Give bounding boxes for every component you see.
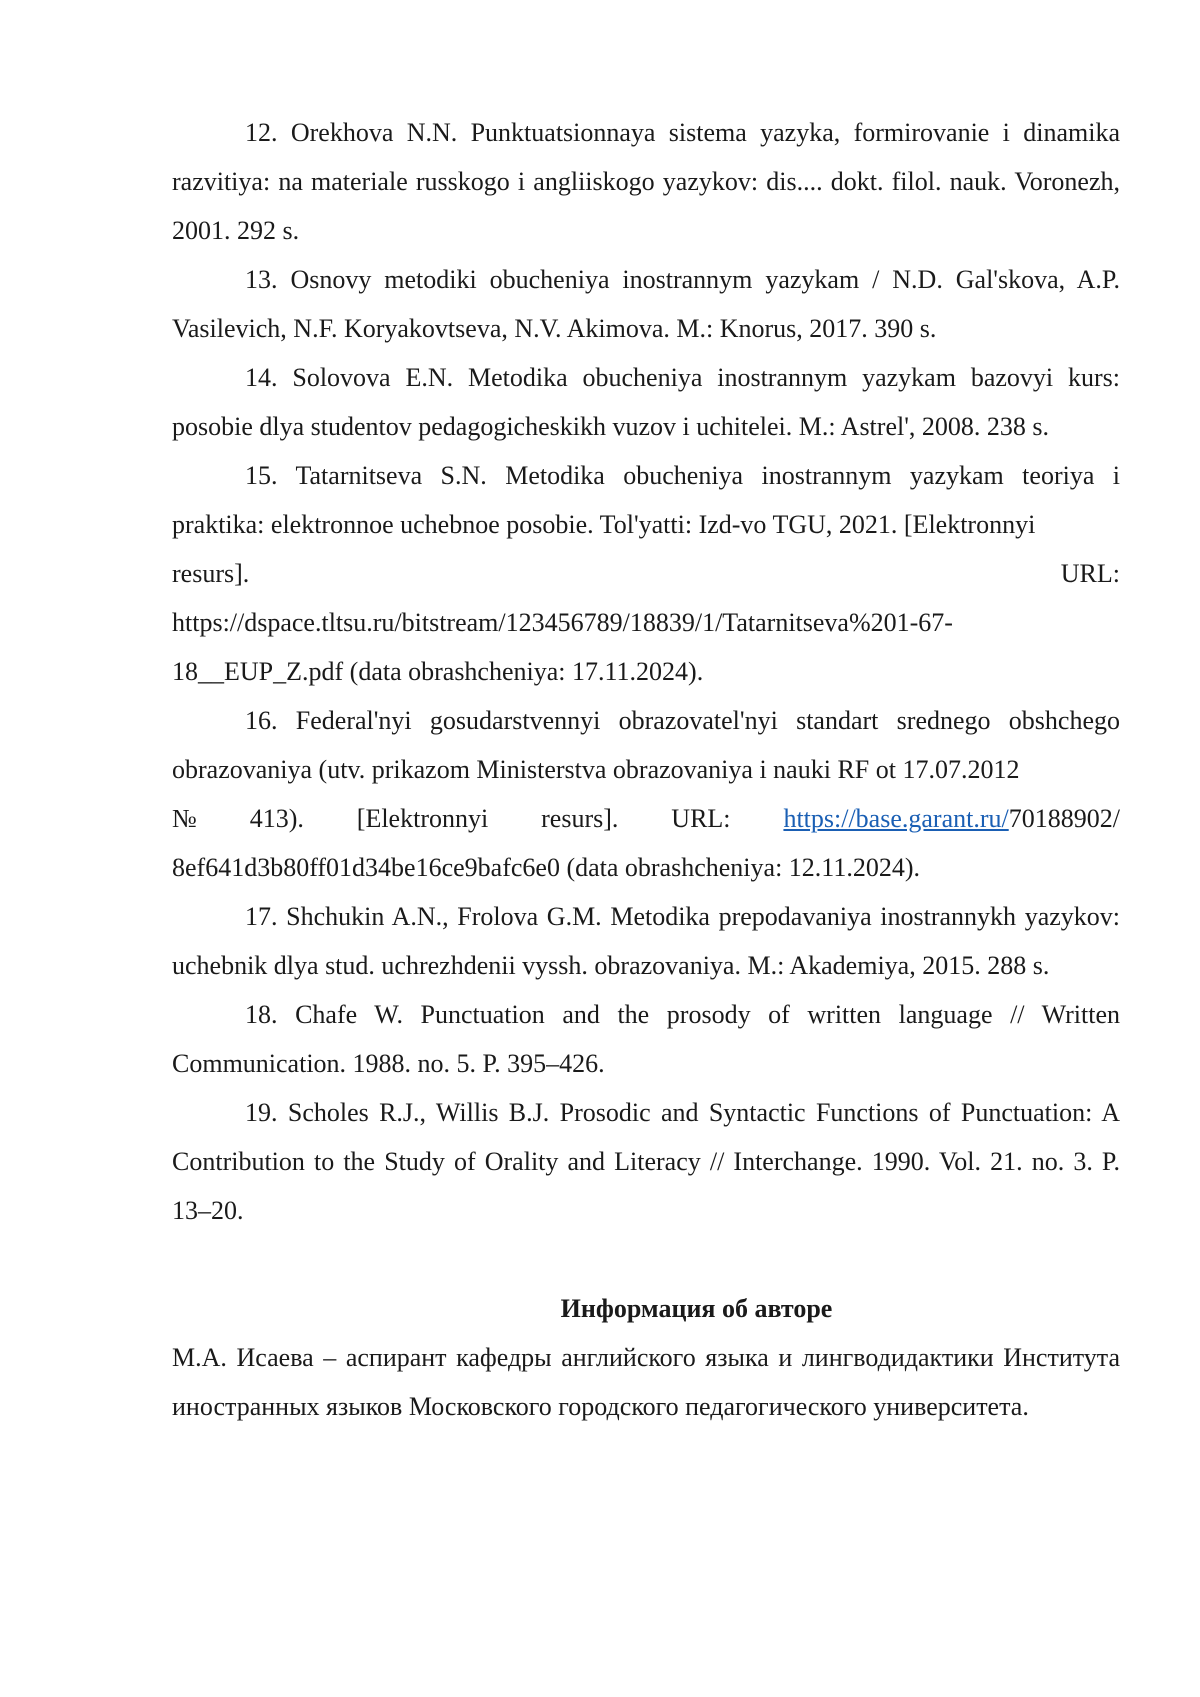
reference-12: [172, 108, 1120, 255]
reference-text: Federal'nyi gosudarstvennyi obrazovatel'nyi standart srednego obshchego obrazovaniya (utv. prikazom Ministerstva obrazovaniya i nauki RF ot 17.07.2012: [172, 706, 1120, 784]
reference-number: 13.: [245, 265, 278, 294]
reference-text-resurs: resurs].: [172, 559, 250, 588]
reference-15: [172, 451, 1120, 696]
reference-16: [172, 696, 1120, 892]
reference-number: 12.: [245, 118, 278, 147]
reference-text: Shchukin A.N., Frolova G.M. Metodika prepodavaniya inostrannykh yazykov: uchebnik dlya stud. uchrezhdenii vyssh. obrazovaniya. M.: Akademiya, 2015. 288 s.: [172, 902, 1120, 980]
reference-18: [172, 990, 1120, 1088]
reference-link-suffix: 70188902/: [1008, 804, 1120, 833]
reference-url-label: URL:: [671, 804, 731, 833]
reference-number: 17.: [245, 902, 278, 931]
author-info: М.А. Исаева – аспирант кафедры английского языка и лингводидактики Института иностранных языков Московского городского педагогического университета.: [172, 1343, 1120, 1421]
reference-number: 15.: [245, 461, 278, 490]
reference-text: Orekhova N.N. Punktuatsionnaya sistema yazyka, formirovanie i dinamika razvitiya: na materiale russkogo i angliiskogo yazykov: dis.... dokt. filol. nauk. Voronezh, 2001. 292 s.: [172, 118, 1120, 245]
reference-text: Scholes R.J., Willis B.J. Prosodic and Syntactic Functions of Punctuation: A Contribution to the Study of Orality and Literacy // Interchange. 1990. Vol. 21. no. 3. P. 13–20.: [172, 1098, 1121, 1225]
reference-17: [172, 892, 1120, 990]
reference-text: Tatarnitseva S.N. Metodika obucheniya inostrannym yazykam teoriya i praktika: elektronnoe uchebnoe posobie. Tol'yatti: Izd-vo TGU, 2021. [Elektronnyi: [172, 461, 1121, 539]
reference-text: Solovova E.N. Metodika obucheniya inostrannym yazykam bazovyi kurs: posobie dlya studentov pedagogicheskikh vuzov i uchitelei. M.: Astrel', 2008. 238 s.: [172, 363, 1120, 441]
reference-14: [172, 353, 1120, 451]
document-page: [172, 108, 1120, 1431]
reference-number-sign: №: [172, 804, 197, 833]
reference-number: 16.: [245, 706, 278, 735]
reference-url-label: URL:: [1060, 559, 1120, 588]
reference-link[interactable]: https://base.garant.ru/: [783, 804, 1009, 833]
reference-13: [172, 255, 1120, 353]
reference-number: 14.: [245, 363, 278, 392]
reference-text: Chafe W. Punctuation and the prosody of written language // Written Communication. 1988. no. 5. P. 395–426.: [172, 1000, 1120, 1078]
reference-text-part: [Elektronnyi: [356, 804, 489, 833]
reference-number: 18.: [245, 1000, 278, 1029]
reference-url-tail: 8ef641d3b80ff01d34be16ce9bafc6e0 (data obrashcheniya: 12.11.2024).: [172, 853, 920, 882]
reference-text: Osnovy metodiki obucheniya inostrannym yazykam / N.D. Gal'skova, A.P. Vasilevich, N.F. Koryakovtseva, N.V. Akimova. M.: Knorus, 2017. 390 s.: [172, 265, 1120, 343]
reference-number: 19.: [245, 1098, 278, 1127]
reference-text-part: 413).: [249, 804, 304, 833]
reference-url-tail: 18__EUP_Z.pdf (data obrashcheniya: 17.11.2024).: [172, 657, 704, 686]
reference-19: [172, 1088, 1120, 1235]
author-heading: Информация об авторе: [560, 1294, 833, 1323]
reference-url: https://dspace.tltsu.ru/bitstream/123456789/18839/1/Tatarnitseva%201-67-: [172, 608, 953, 637]
reference-text-part: resurs].: [541, 804, 619, 833]
